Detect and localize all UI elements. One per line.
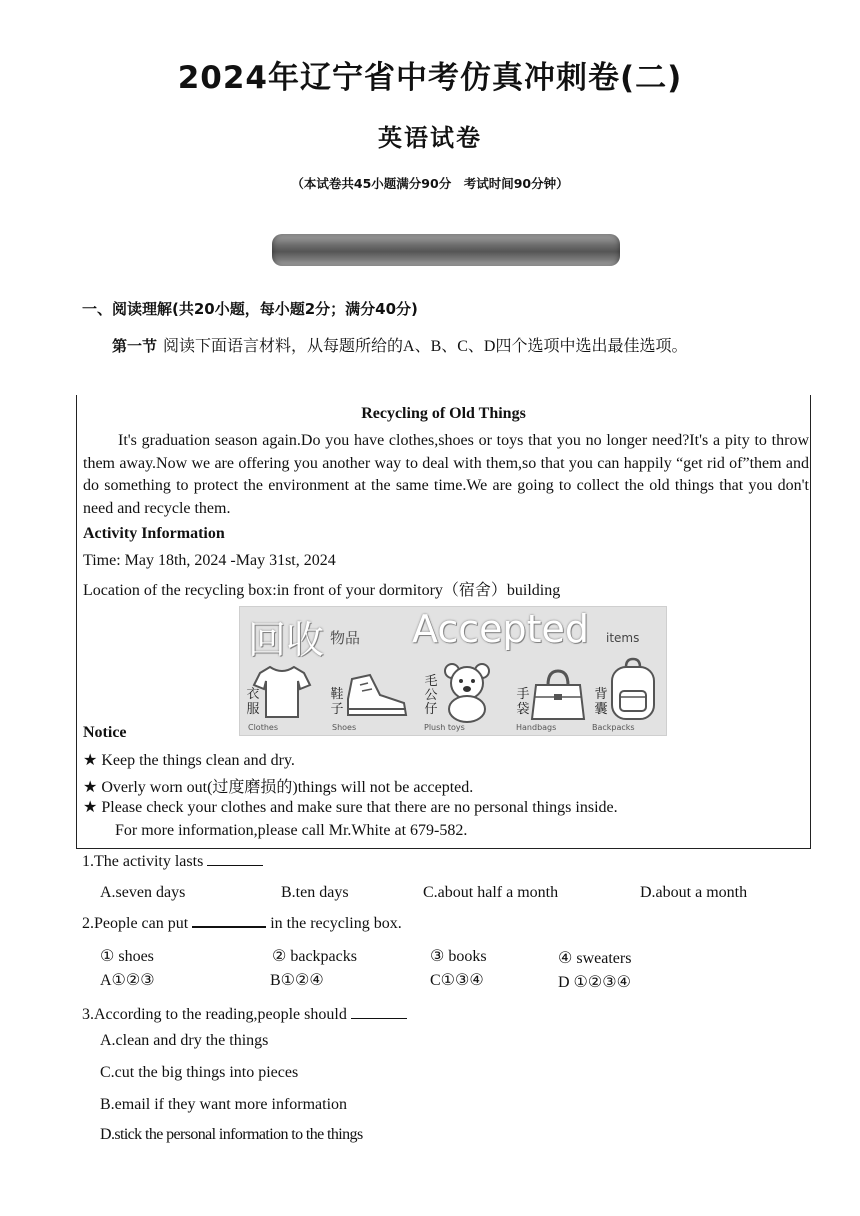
- item-cn-shoes: 鞋子: [330, 687, 344, 717]
- q2-option-c: C①③④: [430, 972, 484, 989]
- banner-en-small: items: [606, 631, 640, 645]
- part-label: 第一节: [112, 337, 158, 355]
- q2-item-2: ② backpacks: [272, 948, 357, 965]
- exam-subtitle: 英语试卷: [378, 124, 482, 152]
- q1-option-d: D.about a month: [640, 884, 748, 901]
- q2-item-4: ④ sweaters: [558, 950, 632, 967]
- answer-blank: [207, 851, 263, 866]
- item-en-shoes: Shoes: [332, 723, 357, 732]
- question-1-stem: 1.The activity lasts: [82, 853, 204, 870]
- q2-item-1: ① shoes: [100, 948, 154, 965]
- q2-option-b: B①②④: [270, 972, 324, 989]
- question-2-stem: 2.People can put: [82, 915, 189, 932]
- activity-time: Time: May 18th, 2024 -May 31st, 2024: [83, 552, 336, 569]
- decorative-bar: [272, 234, 620, 266]
- passage-box: [76, 395, 811, 849]
- question-3-stem: 3.According to the reading,people should: [82, 1006, 347, 1023]
- question-2-stem-end: in the recycling box.: [270, 915, 402, 932]
- item-cn-backpacks: 背囊: [594, 687, 608, 717]
- sneaker-icon: [344, 669, 410, 721]
- q1-option-c: C.about half a month: [423, 884, 559, 901]
- teddy-bear-icon: [440, 661, 494, 723]
- passage-title: Recycling of Old Things: [361, 405, 526, 422]
- answer-blank: [351, 1004, 407, 1019]
- item-cn-handbags: 手袋: [516, 687, 530, 717]
- answer-blank: [192, 914, 266, 928]
- exam-note: （本试卷共45小题满分90分 考试时间90分钟）: [291, 176, 569, 191]
- q1-option-b: B.ten days: [281, 884, 349, 901]
- shirt-icon: [252, 663, 312, 721]
- exam-title: 2024年辽宁省中考仿真冲刺卷(二): [177, 60, 683, 96]
- q3-option-c: C.cut the big things into pieces: [100, 1064, 299, 1081]
- banner-cn-small: 物品: [330, 629, 361, 647]
- item-cn-plush-toys: 毛公仔: [424, 674, 438, 717]
- section-instruction: [112, 333, 687, 356]
- notice-item: ★ Overly worn out(过度磨损的)things will not be accepted.: [83, 779, 474, 796]
- item-en-plush-toys: Plush toys: [424, 723, 465, 732]
- q3-option-d: D.stick the personal information to the things: [100, 1126, 363, 1143]
- q2-option-a: A①②③: [100, 972, 155, 989]
- q3-option-b: B.email if they want more information: [100, 1096, 348, 1113]
- notice-item: ★ Please check your clothes and make sure that there are no personal things inside.: [83, 799, 618, 816]
- contact-line: For more information,please call Mr.White at 679-582.: [115, 822, 468, 839]
- notice-heading: Notice: [83, 724, 127, 741]
- accepted-items-banner: [239, 606, 667, 736]
- item-en-backpacks: Backpacks: [592, 723, 635, 732]
- q1-option-a: A.seven days: [100, 884, 186, 901]
- backpack-icon: [608, 657, 658, 723]
- question-1: [82, 851, 263, 871]
- passage-paragraph: It's graduation season again.Do you have clothes,shoes or toys that you no longer need?It's a pity to throw them away.Now we are offering you another way to deal with them,so that you can happily “get rid of”them and do something to protect the environment at the same time.We are going to collect the old things that you don't need and recycle them.: [83, 432, 809, 517]
- question-3: [82, 1004, 407, 1024]
- q2-item-3: ③ books: [430, 948, 487, 965]
- notice-item: ★ Keep the things clean and dry.: [83, 752, 295, 769]
- item-en-handbags: Handbags: [516, 723, 557, 732]
- part-instruction: 阅读下面语言材料，从每题所给的A、B、C、D四个选项中选出最佳选项。: [163, 338, 688, 355]
- activity-location: Location of the recycling box:in front of your dormitory（宿舍）building: [83, 582, 561, 599]
- section-heading: 一、阅读理解(共20小题，每小题2分；满分40分): [82, 300, 418, 318]
- question-2: [82, 914, 402, 933]
- handbag-icon: [530, 667, 586, 723]
- item-cn-clothes: 衣服: [246, 687, 260, 717]
- banner-cn-title: 回收: [248, 618, 325, 662]
- activity-heading: Activity Information: [83, 525, 225, 542]
- q3-option-a: A.clean and dry the things: [100, 1032, 269, 1049]
- q2-option-d: D ①②③④: [558, 974, 631, 991]
- item-en-clothes: Clothes: [248, 723, 278, 732]
- banner-en-title: Accepted: [412, 607, 590, 651]
